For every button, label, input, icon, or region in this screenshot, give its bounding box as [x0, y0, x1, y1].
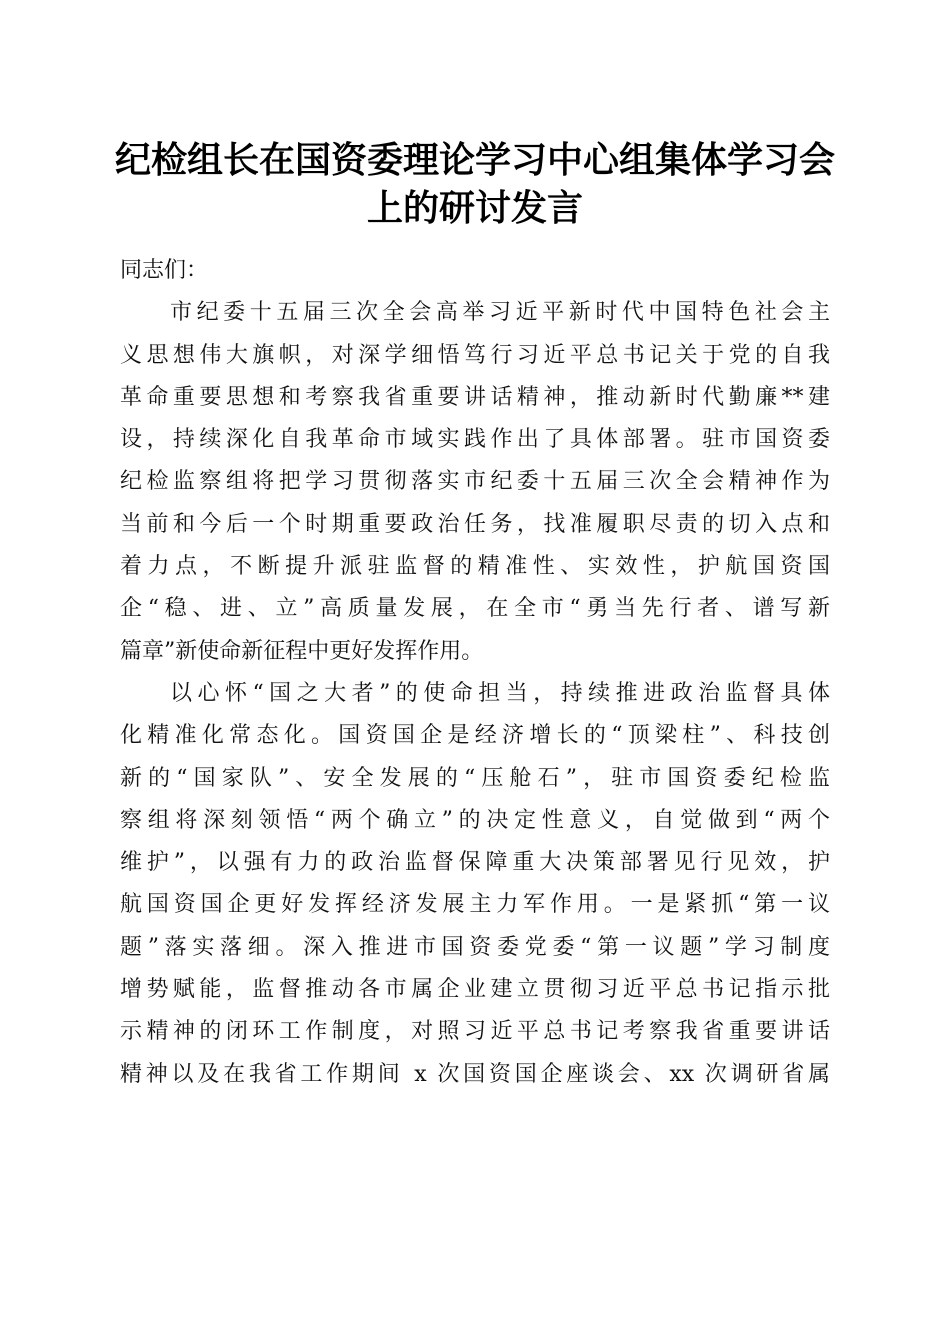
- paragraph-line: 新的“国家队”、安全发展的“压舱石”，驻市国资委纪检监: [120, 765, 830, 791]
- paragraph-2: [120, 673, 830, 1096]
- title-line-1: 纪检组长在国资委理论学习中心组集体学习会: [114, 139, 835, 181]
- paragraph-line: 市纪委十五届三次全会高举习近平新时代中国特色社会主: [170, 300, 830, 326]
- paragraph-line: 企“稳、进、立”高质量发展，在全市“勇当先行者、谱写新: [120, 596, 830, 622]
- paragraph-line: 设，持续深化自我革命市域实践作出了具体部署。驻市国资委: [120, 427, 830, 453]
- paragraph-line: 着力点，不断提升派驻监督的精准性、实效性，护航国资国: [120, 554, 830, 580]
- paragraph-line: 示精神的闭环工作制度，对照习近平总书记考察我省重要讲话: [120, 1019, 830, 1045]
- paragraph-line: 维护”，以强有力的政治监督保障重大决策部署见行见效，护: [120, 850, 830, 876]
- paragraph-line: 化精准化常态化。国资国企是经济增长的“顶梁柱”、科技创: [120, 723, 830, 749]
- paragraph-line: 义思想伟大旗帜，对深学细悟笃行习近平总书记关于党的自我: [120, 342, 830, 368]
- title-line-2: 上的研讨发言: [366, 187, 583, 229]
- paragraph-line: 篇章”新使命新征程中更好发挥作用。: [120, 638, 484, 664]
- paragraph-line: 纪检监察组将把学习贯彻落实市纪委十五届三次全会精神作为: [120, 469, 830, 495]
- paragraph-line: 察组将深刻领悟“两个确立”的决定性意义，自觉做到“两个: [120, 807, 830, 833]
- document-title: [100, 136, 850, 232]
- paragraph-line: 航国资国企更好发挥经济发展主力军作用。一是紧抓“第一议: [120, 892, 830, 918]
- paragraph-1: [120, 292, 830, 673]
- paragraph-line: 当前和今后一个时期重要政治任务，找准履职尽责的切入点和: [120, 511, 830, 537]
- paragraph-line: 革命重要思想和考察我省重要讲话精神，推动新时代勤廉**建: [120, 384, 830, 410]
- paragraph-line: 题”落实落细。深入推进市国资委党委“第一议题”学习制度: [120, 934, 830, 960]
- salutation: 同志们：: [120, 258, 209, 283]
- paragraph-line: 精神以及在我省工作期间 x 次国资国企座谈会、xx 次调研省属: [120, 1061, 830, 1087]
- paragraph-line: 增势赋能，监督推动各市属企业建立贯彻习近平总书记指示批: [120, 977, 830, 1003]
- document-body: [120, 250, 830, 1096]
- paragraph-line: 以心怀“国之大者”的使命担当，持续推进政治监督具体: [170, 680, 830, 706]
